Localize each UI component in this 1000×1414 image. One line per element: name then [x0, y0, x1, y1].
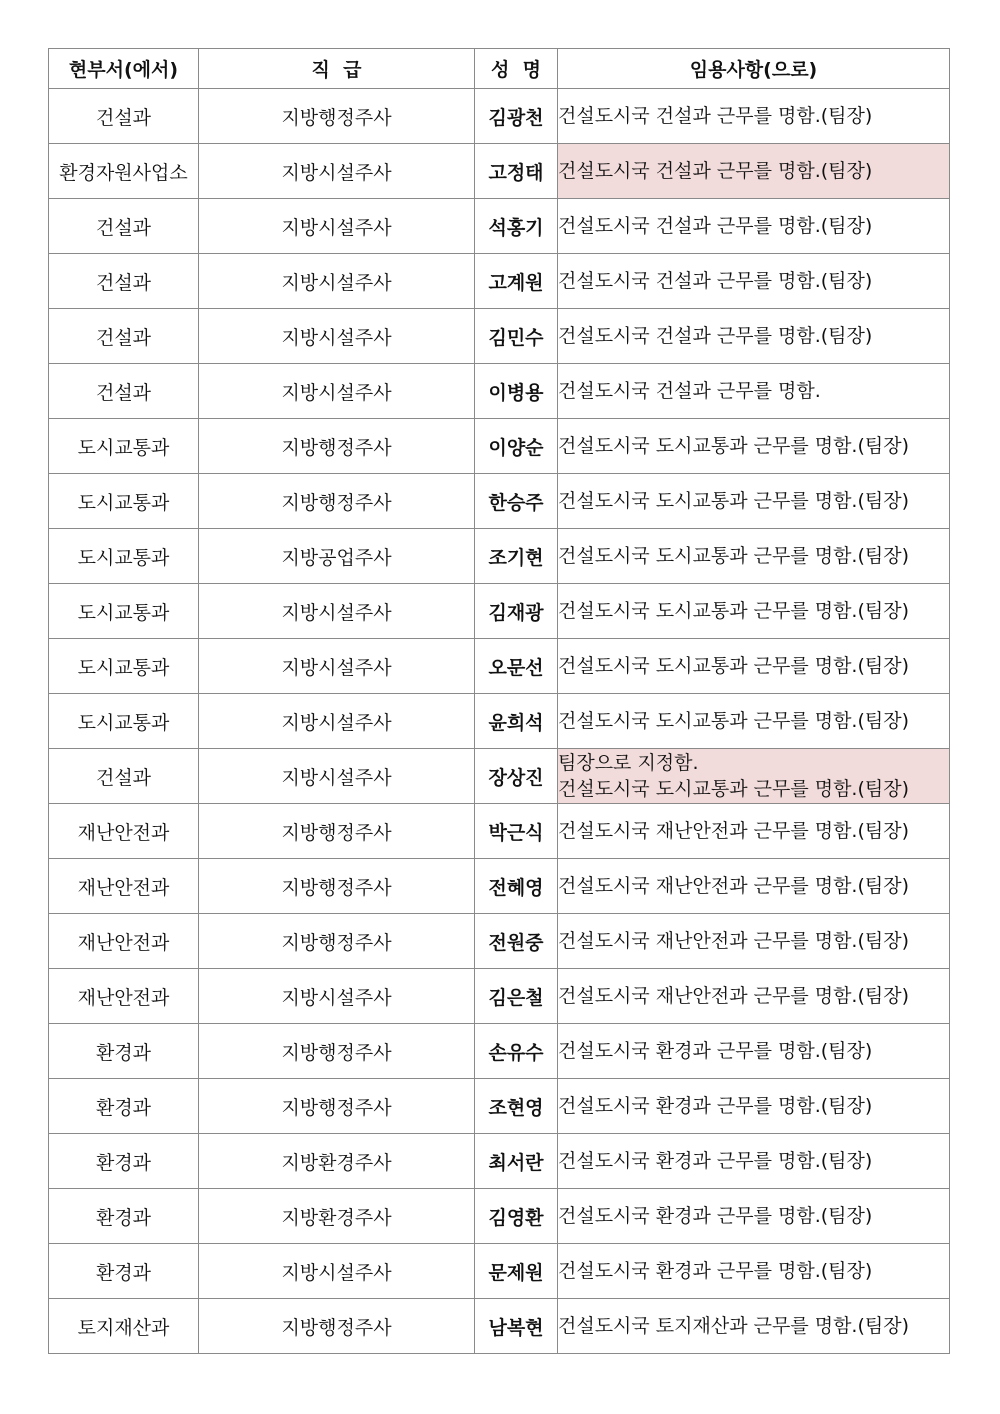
cell-rank: 지방시설주사 [199, 1244, 475, 1299]
appointment-text: 건설도시국 건설과 근무를 명함.(팀장) [558, 325, 873, 347]
cell-name: 김영환 [475, 1189, 558, 1244]
appointment-text: 건설도시국 도시교통과 근무를 명함.(팀장) [558, 778, 910, 800]
header-appointment: 임용사항(으로) [558, 49, 950, 89]
table-row [49, 584, 950, 639]
cell-rank: 지방공업주사 [199, 529, 475, 584]
appointment-text: 팀장으로 지정함. [558, 752, 699, 774]
cell-rank: 지방행정주사 [199, 1079, 475, 1134]
cell-rank: 지방시설주사 [199, 749, 475, 804]
cell-name: 이양순 [475, 419, 558, 474]
cell-name: 문제원 [475, 1244, 558, 1299]
appointment-text: 건설도시국 건설과 근무를 명함.(팀장) [558, 215, 873, 237]
cell-name: 고정태 [475, 144, 558, 199]
cell-current-dept: 환경과 [49, 1024, 199, 1079]
header-name: 성 명 [475, 49, 558, 89]
cell-rank: 지방행정주사 [199, 474, 475, 529]
cell-appointment [558, 804, 950, 859]
cell-current-dept: 도시교통과 [49, 474, 199, 529]
cell-current-dept: 토지재산과 [49, 1299, 199, 1354]
cell-name: 석홍기 [475, 199, 558, 254]
appointment-text: 건설도시국 환경과 근무를 명함.(팀장) [558, 1205, 873, 1227]
cell-current-dept: 재난안전과 [49, 859, 199, 914]
cell-appointment [558, 969, 950, 1024]
cell-rank: 지방행정주사 [199, 914, 475, 969]
cell-rank: 지방환경주사 [199, 1189, 475, 1244]
cell-current-dept: 도시교통과 [49, 639, 199, 694]
cell-rank: 지방행정주사 [199, 804, 475, 859]
appointment-text: 건설도시국 환경과 근무를 명함.(팀장) [558, 1150, 873, 1172]
appointment-text: 건설도시국 토지재산과 근무를 명함.(팀장) [558, 1315, 910, 1337]
cell-appointment [558, 474, 950, 529]
cell-appointment [558, 89, 950, 144]
cell-appointment [558, 1079, 950, 1134]
cell-name: 김은철 [475, 969, 558, 1024]
table-row [49, 1299, 950, 1354]
cell-current-dept: 건설과 [49, 749, 199, 804]
table-row [49, 529, 950, 584]
table-header [49, 49, 950, 89]
cell-current-dept: 건설과 [49, 89, 199, 144]
cell-current-dept: 환경과 [49, 1134, 199, 1189]
cell-appointment [558, 529, 950, 584]
cell-appointment [558, 309, 950, 364]
cell-name: 김민수 [475, 309, 558, 364]
table-row [49, 1024, 950, 1079]
appointment-text: 건설도시국 환경과 근무를 명함.(팀장) [558, 1095, 873, 1117]
cell-current-dept: 환경과 [49, 1079, 199, 1134]
cell-rank: 지방시설주사 [199, 639, 475, 694]
appointment-text: 건설도시국 재난안전과 근무를 명함.(팀장) [558, 985, 910, 1007]
appointment-text: 건설도시국 건설과 근무를 명함.(팀장) [558, 270, 873, 292]
table-row [49, 914, 950, 969]
cell-current-dept: 환경과 [49, 1244, 199, 1299]
table-row [49, 89, 950, 144]
cell-name: 한승주 [475, 474, 558, 529]
appointment-text: 건설도시국 도시교통과 근무를 명함.(팀장) [558, 545, 910, 567]
cell-appointment [558, 419, 950, 474]
cell-name: 고계원 [475, 254, 558, 309]
cell-appointment [558, 584, 950, 639]
cell-appointment [558, 1189, 950, 1244]
cell-name: 전원중 [475, 914, 558, 969]
cell-appointment [558, 1244, 950, 1299]
cell-name: 손유수 [475, 1024, 558, 1079]
cell-name: 최서란 [475, 1134, 558, 1189]
cell-current-dept: 환경과 [49, 1189, 199, 1244]
table-row [49, 1134, 950, 1189]
cell-rank: 지방시설주사 [199, 199, 475, 254]
appointment-text: 건설도시국 건설과 근무를 명함. [558, 380, 821, 402]
cell-current-dept: 재난안전과 [49, 969, 199, 1024]
cell-name: 조기현 [475, 529, 558, 584]
cell-name: 윤희석 [475, 694, 558, 749]
cell-name: 조현영 [475, 1079, 558, 1134]
appointment-text: 건설도시국 도시교통과 근무를 명함.(팀장) [558, 710, 910, 732]
cell-name: 박근식 [475, 804, 558, 859]
appointment-text: 건설도시국 도시교통과 근무를 명함.(팀장) [558, 435, 910, 457]
cell-current-dept: 건설과 [49, 254, 199, 309]
appointment-text: 건설도시국 도시교통과 근무를 명함.(팀장) [558, 600, 910, 622]
personnel-table [48, 48, 950, 1354]
appointment-text: 건설도시국 환경과 근무를 명함.(팀장) [558, 1040, 873, 1062]
cell-rank: 지방행정주사 [199, 859, 475, 914]
table-row [49, 1189, 950, 1244]
appointment-text: 건설도시국 도시교통과 근무를 명함.(팀장) [558, 490, 910, 512]
cell-name: 장상진 [475, 749, 558, 804]
cell-rank: 지방시설주사 [199, 144, 475, 199]
table-row [49, 749, 950, 804]
cell-appointment [558, 749, 950, 804]
appointment-text: 건설도시국 환경과 근무를 명함.(팀장) [558, 1260, 873, 1282]
table-row [49, 969, 950, 1024]
table-row [49, 254, 950, 309]
cell-appointment [558, 694, 950, 749]
cell-rank: 지방시설주사 [199, 584, 475, 639]
cell-current-dept: 건설과 [49, 364, 199, 419]
cell-rank: 지방행정주사 [199, 89, 475, 144]
table-body [49, 89, 950, 1354]
header-row [49, 49, 950, 89]
cell-rank: 지방시설주사 [199, 694, 475, 749]
cell-rank: 지방시설주사 [199, 254, 475, 309]
table-row [49, 1244, 950, 1299]
appointment-text: 건설도시국 재난안전과 근무를 명함.(팀장) [558, 875, 910, 897]
cell-appointment [558, 1134, 950, 1189]
cell-name: 김재광 [475, 584, 558, 639]
appointment-text: 건설도시국 건설과 근무를 명함.(팀장) [558, 105, 873, 127]
cell-rank: 지방행정주사 [199, 1299, 475, 1354]
cell-current-dept: 도시교통과 [49, 694, 199, 749]
cell-current-dept: 건설과 [49, 199, 199, 254]
cell-name: 이병용 [475, 364, 558, 419]
cell-current-dept: 재난안전과 [49, 914, 199, 969]
cell-appointment [558, 364, 950, 419]
table-row [49, 309, 950, 364]
cell-appointment [558, 1024, 950, 1079]
cell-rank: 지방시설주사 [199, 309, 475, 364]
table-row [49, 199, 950, 254]
cell-current-dept: 도시교통과 [49, 584, 199, 639]
header-current-dept: 현부서(에서) [49, 49, 199, 89]
appointment-text: 건설도시국 재난안전과 근무를 명함.(팀장) [558, 930, 910, 952]
table-row [49, 694, 950, 749]
cell-appointment [558, 144, 950, 199]
cell-rank: 지방행정주사 [199, 1024, 475, 1079]
cell-rank: 지방시설주사 [199, 969, 475, 1024]
cell-rank: 지방시설주사 [199, 364, 475, 419]
table-row [49, 1079, 950, 1134]
cell-rank: 지방환경주사 [199, 1134, 475, 1189]
cell-appointment [558, 914, 950, 969]
cell-appointment [558, 859, 950, 914]
table-row [49, 364, 950, 419]
cell-appointment [558, 639, 950, 694]
cell-current-dept: 도시교통과 [49, 419, 199, 474]
table-row [49, 474, 950, 529]
table-row [49, 859, 950, 914]
table-row [49, 419, 950, 474]
table-row [49, 804, 950, 859]
cell-appointment [558, 254, 950, 309]
appointment-text: 건설도시국 도시교통과 근무를 명함.(팀장) [558, 655, 910, 677]
appointment-text: 건설도시국 건설과 근무를 명함.(팀장) [558, 160, 873, 182]
cell-current-dept: 환경자원사업소 [49, 144, 199, 199]
cell-name: 남복현 [475, 1299, 558, 1354]
table-row [49, 639, 950, 694]
header-rank: 직 급 [199, 49, 475, 89]
cell-rank: 지방행정주사 [199, 419, 475, 474]
cell-appointment [558, 1299, 950, 1354]
cell-name: 전혜영 [475, 859, 558, 914]
cell-name: 오문선 [475, 639, 558, 694]
appointment-text: 건설도시국 재난안전과 근무를 명함.(팀장) [558, 820, 910, 842]
cell-current-dept: 도시교통과 [49, 529, 199, 584]
cell-current-dept: 건설과 [49, 309, 199, 364]
cell-current-dept: 재난안전과 [49, 804, 199, 859]
cell-appointment [558, 199, 950, 254]
cell-name: 김광천 [475, 89, 558, 144]
table-row [49, 144, 950, 199]
